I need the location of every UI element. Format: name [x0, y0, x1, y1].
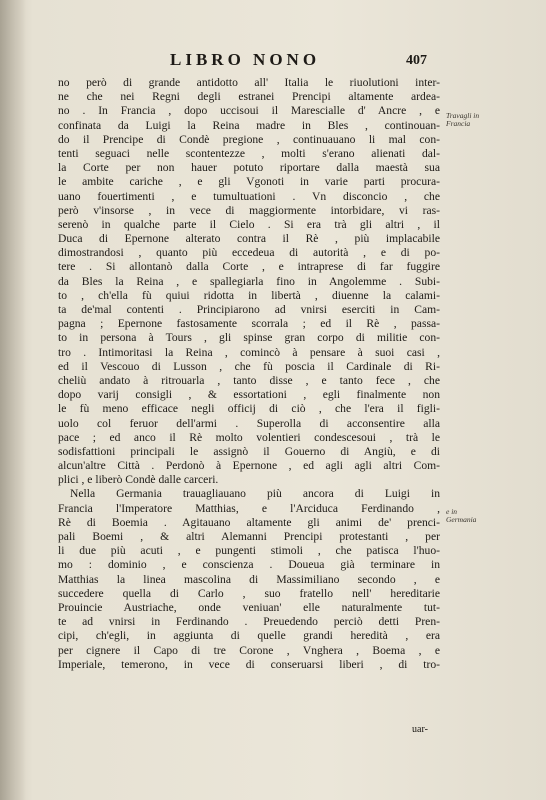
running-title: LIBRO NONO: [170, 50, 321, 69]
text-line: per cignere il Capo di tre Corone , Vnghera , Boema , e: [58, 643, 440, 657]
catchword: uar-: [412, 724, 428, 735]
text-line: uolo col feruor dell'armi . Superolla di acconsentire alla: [58, 416, 440, 430]
text-line: alcun'altre Città . Perdonò à Epernone , ed agli agli altri Com-: [58, 459, 440, 473]
text-line: te ad vnirsi in Ferdinando . Preuedendo perciò detti Pren-: [58, 615, 440, 629]
text-line: cipi, ch'egli, in aggiunta di quelle grandi heredità , era: [58, 629, 440, 643]
text-line: to in persona à Tours , gli spinse gran corpo di militie con-: [58, 331, 440, 345]
margin-note: e in Germania: [446, 507, 477, 524]
page-header: [0, 50, 546, 74]
text-line: tro . Intimoritasi la Reina , comincò à pensare à suoi casi ,: [58, 345, 440, 359]
text-line: to , ch'ella fù quiui ridotta in libertà , diuenne la calami-: [58, 288, 440, 302]
text-line: cheliù andato à ritrouarla , tanto disse , e tanto fece , che: [58, 373, 440, 387]
text-line: li due più acuti , e pungenti stimoli , che patisca l'huo-: [58, 544, 440, 558]
margin-note: Travagli in Francia: [446, 111, 480, 128]
text-line: Matthias la linea mascolina di Massimiliano secondo , e: [58, 572, 440, 586]
text-line: però v'insorse , in vece di maggiormente intorbidare, vi ras-: [58, 203, 440, 217]
text-line: plici , e liberò Condè dalle carceri.: [58, 473, 219, 487]
text-line: no . In Francia , dopo uccisoui il Marescialle d' Ancre , e: [58, 104, 440, 118]
text-line: pace ; ed anco il Rè molto volentieri condescesoui , trà le: [58, 430, 440, 444]
text-line: pagna ; Epernone fastosamente scorrala ; ed il Rè , passa-: [58, 317, 440, 331]
text-line: ta de'mal contenti . Principiarono ad vnirsi eserciti in Cam-: [58, 303, 440, 316]
text-line: confinata da Luigi la Reina madre in Bles , continouan-: [58, 118, 440, 132]
text-line: serenò in qualche parte il Cielo . Si era trà gli altri , il: [58, 217, 440, 231]
text-line: la Corte per non hauer potuto riportare dalla maestà sua: [58, 161, 440, 175]
text-line: Imperiale, temerono, in vece di conseruarsi liberi , di tro-: [58, 657, 440, 671]
text-line: sodisfattioni principali le assignò il Gouerno di Angiù, e di: [58, 444, 440, 458]
text-line: le ambite cariche , e gli Vgonoti in varie parti procura-: [58, 175, 440, 189]
text-line: pali Boemi , & altri Alemanni Prencipi protestanti , per: [58, 530, 440, 543]
text-line: no però di grande antidotto all' Italia le riuolutioni inter-: [58, 76, 440, 89]
page-spine-shadow: [0, 0, 26, 800]
text-line: dopo varij consigli , & essortationi , egli finalmente non: [58, 388, 440, 402]
text-line: do il Prencipe di Condè pregione , continuauano li mal con-: [58, 132, 440, 146]
text-line: dimostrandosi , quanto più eccedeua di autorità , e di po-: [58, 246, 440, 260]
text-line: succedere quella di Carlo , suo fratello nell' hereditarie: [58, 586, 440, 600]
text-line: ne che nei Regni degli estranei Prencipi altamente ardea-: [58, 90, 440, 104]
text-line: Prouincie Austriache, onde veniuan' elle naturalmente tut-: [58, 600, 440, 614]
text-line: uano fouertimenti , e tumultuationi . Vn disconcio , che: [58, 189, 440, 203]
text-line: Duca di Epernone alterato contra il Rè , più implacabile: [58, 232, 440, 246]
text-line: ed il Vescouo di Lusson , che fù poscia il Cardinale di Ri-: [58, 359, 440, 373]
text-line: le fù meno efficace negli officij di ciò , che l'era il figli-: [58, 402, 440, 416]
text-line: Nella Germania trauagliauano più ancora di Luigi in: [70, 487, 440, 501]
page-number: 407: [406, 53, 427, 68]
text-line: Francia l'Imperatore Matthias, e l'Arciduca Ferdinando ,: [58, 501, 440, 515]
text-line: da Bles la Reina , e spallegiarla fino in Angolemme . Subi-: [58, 274, 440, 288]
text-line: tere . Si allontanò dalla Corte , e intraprese di far fuggire: [58, 260, 440, 274]
body-text: [58, 76, 440, 672]
text-line: Rè di Boemia . Agitauano altamente gli animi de' prenci-: [58, 515, 440, 529]
text-line: tenti seguaci nelle scontentezze , molti s'erano alienati dal-: [58, 146, 440, 160]
text-line: mo : dominio , e conscienza . Doueua già terminare in: [58, 558, 440, 572]
